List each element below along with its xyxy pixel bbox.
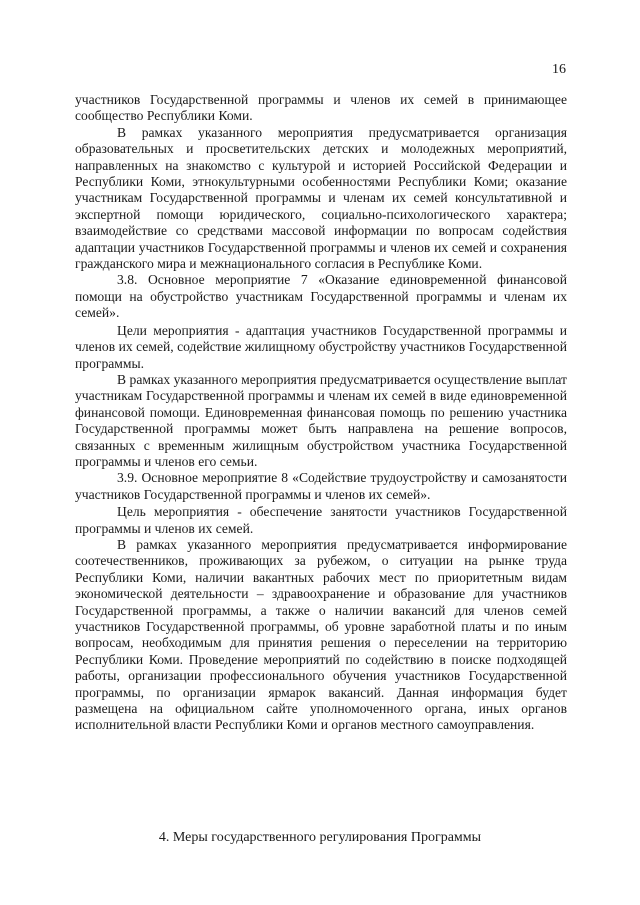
paragraph: В рамках указанного мероприятия предусматривается информирование соотечественников, проживающих за рубежом, о ситуации на рынке труда Республики Коми, наличии вакантных рабочих мест по приоритетным видам экономической деятельности – здравоохранение и образование для участников Государственной программы, а также о наличии вакансий для членов семей участников Государственной программы, об уровне заработной платы и по иным вопросам, необходимым для принятия решения о переселении на территорию Республики Коми. Проведение мероприятий по содействию в поиске подходящей работы, организации профессионального обучения участников Государственной программы, по организации ярмарок вакансий. Данная информация будет размещена на официальном сайте уполномоченного органа, иных органов исполнительной власти Республики Коми и органов местного самоуправления. <box>75 536 567 733</box>
paragraph: В рамках указанного мероприятия предусматривается осуществление выплат участникам Государственной программы и членам их семей в виде единовременной финансовой помощи. Единовременная финансовая помощь по решению участника Государственной программы может быть направлена на решение вопросов, связанных с временным жилищным обустройством участника Государственной программы и членов его семьи. <box>75 371 567 469</box>
section-heading: 4. Меры государственного регулирования Программы <box>158 830 482 845</box>
paragraph: Цель мероприятия - обеспечение занятости участников Государственной программы и членов их семей. <box>75 504 567 536</box>
paragraph: Цели мероприятия - адаптация участников Государственной программы и членов их семей, содействие жилищному обустройству участников Государственной программы. <box>75 322 567 371</box>
paragraph-section-3-8: 3.8. Основное мероприятие 7 «Оказание единовременной финансовой помощи на обустройство участникам Государственной программы и членам их семей». <box>75 272 567 321</box>
paragraph: участников Государственной программы и членов их семей в принимающее сообщество Республики Коми. <box>75 92 567 124</box>
paragraph-section-3-9: 3.9. Основное мероприятие 8 «Содействие трудоустройству и самозанятости участников Государственной программы и членов их семей». <box>75 470 567 502</box>
document-body <box>75 92 567 734</box>
page-number: 16 <box>552 62 566 77</box>
paragraph: В рамках указанного мероприятия предусматривается организация образовательных и просветительских детских и молодежных мероприятий, направленных на знакомство с культурой и историей Российской Федерации и Республики Коми, этнокультурными особенностями Республики Коми; оказание участникам Государственной программы и членам их семей консультативной и экспертной помощи юридического, социально-психологического характера; взаимодействие со средствами массовой информации по вопросам содействия адаптации участников Государственной программы и членов их семей и сохранения гражданского мира и межнационального согласия в Республике Коми. <box>75 124 567 272</box>
